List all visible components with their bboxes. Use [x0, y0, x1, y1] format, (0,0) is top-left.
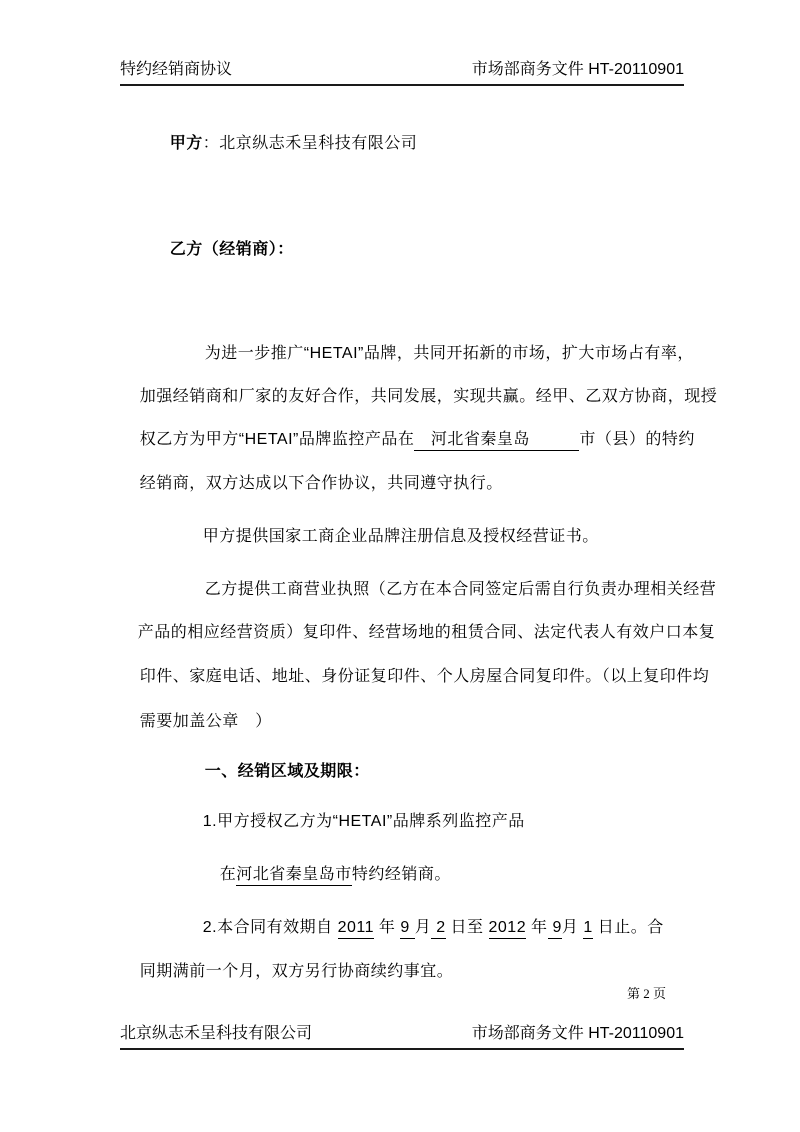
party-a-value: ：北京纵志禾呈科技有限公司: [202, 135, 418, 152]
date-text-month2: 月: [561, 919, 584, 936]
page-footer: [120, 1022, 684, 1046]
section1-item2-line2: [120, 936, 453, 1008]
party-b-line: [150, 214, 294, 286]
header-title: 特约经销商协议: [120, 61, 233, 78]
header-rule: [120, 84, 684, 86]
start-month-blank: 9: [400, 919, 414, 939]
date-text-pre: 2.本合同有效期自: [202, 919, 338, 936]
party-b-label: 乙方（经销商）：: [169, 241, 294, 258]
region-blank-filled: 河北省秦皇岛: [414, 431, 579, 451]
end-month-blank: 9: [548, 919, 562, 939]
date-text-year: 年: [373, 919, 401, 936]
party-a-label: 甲方: [169, 135, 203, 152]
intro-text-4: 经销商，双方达成以下合作协议，共同遵守执行。: [139, 475, 503, 492]
item2-text-2: 同期满前一个月，双方另行协商续约事宜。: [139, 963, 454, 980]
party-a-line: [150, 108, 417, 180]
header-doc-code: 市场部商务文件 HT-20110901: [471, 61, 684, 78]
intro-text-3c: 市（县）的特约: [579, 431, 695, 448]
page-number: 第 2 页: [626, 986, 666, 1001]
item1-text-2c: 特约经销商。: [351, 866, 451, 883]
footer-doc-code: 市场部商务文件 HT-20110901: [471, 1025, 684, 1042]
intro-text-2: 加强经销商和厂家的友好合作，共同发展，实现共赢。经甲、乙双方协商，现授: [139, 388, 718, 405]
start-year-blank: 2011: [338, 919, 374, 939]
start-day-blank: 2: [431, 919, 445, 939]
para-b-text-1: 乙方提供工商营业执照（乙方在本合同签定后需自行负责办理相关经营: [204, 581, 717, 598]
para-b-text-2: 产品的相应经营资质）复印件、经营场地的租赁合同、法定代表人有效户口本复: [137, 624, 716, 641]
intro-text-1: 为进一步推广“HETAI”品牌，共同开拓新的市场，扩大市场占有率，: [204, 345, 694, 362]
section1-heading-text: 一、经销区域及期限：: [204, 763, 370, 780]
page-header: [120, 58, 684, 82]
para-b-text-3: 印件、家庭电话、地址、身份证复印件、个人房屋合同复印件。（以上复印件均: [139, 668, 710, 685]
end-year-blank: 2012: [489, 919, 527, 939]
para-a-text: 甲方提供国家工商企业品牌注册信息及授权经营证书。: [202, 528, 599, 545]
date-text-to: 日至: [445, 919, 489, 936]
region-underlined: 河北省秦皇岛市: [236, 866, 352, 886]
date-text-end: 日止。合: [592, 919, 664, 936]
end-day-blank: 1: [583, 919, 592, 939]
footer-rule: [120, 1048, 684, 1050]
footer-company: 北京纵志禾呈科技有限公司: [120, 1025, 313, 1042]
item1-text-2a: 在: [219, 866, 237, 883]
date-text-year2: 年: [526, 919, 548, 936]
para-b-text-4: 需要加盖公章 ）: [139, 713, 272, 730]
intro-text-3a: 权乙方为甲方“HETAI”品牌监控产品在: [139, 431, 415, 448]
date-text-month: 月: [414, 919, 432, 936]
item1-text-1: 1.甲方授权乙方为“HETAI”品牌系列监控产品: [202, 813, 525, 830]
